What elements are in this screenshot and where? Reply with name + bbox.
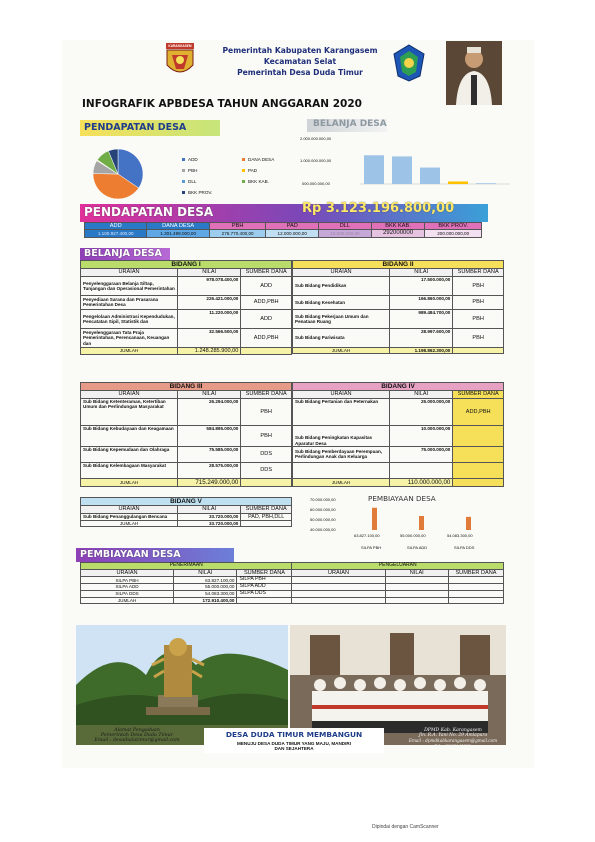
- row-nilai: 54.083.300,00: [174, 591, 237, 598]
- jumlah-value: 110.000.000,00: [390, 478, 453, 486]
- table-row: [81, 328, 292, 347]
- value-dll: 10.000.000,00: [319, 230, 372, 238]
- row-sumber: ADD: [241, 276, 292, 295]
- value-pad: 12.000.000,00: [266, 230, 319, 238]
- row-uraian: SILPA DDS: [81, 591, 174, 598]
- jumlah-row: [81, 521, 292, 527]
- bar-value-silpa-add: 55.000.000,00: [400, 533, 426, 538]
- table-row: [81, 577, 504, 584]
- col-add: ADD: [85, 223, 147, 230]
- legend-item-pbh: [182, 168, 197, 173]
- empty-cell: [448, 584, 503, 591]
- row-uraian: Sub Bidang Kesehatan: [293, 295, 390, 309]
- row-sumber: PBH: [453, 309, 504, 328]
- legend-swatch: [182, 169, 185, 172]
- scanner-note: Dipindai dengan CamScanner: [372, 824, 439, 830]
- row-uraian: SILPA ADD: [81, 584, 174, 591]
- row-sumber: SILPA DDS: [237, 591, 292, 598]
- bali-emblem: [392, 44, 426, 82]
- col-uraian: URAIAN: [293, 269, 390, 276]
- header-line-1: Pemerintah Kabupaten Karangasem: [222, 46, 378, 55]
- legend-swatch: [182, 180, 185, 183]
- row-sumber: ADD,PBH: [241, 295, 292, 309]
- table-row: [81, 309, 292, 328]
- col-sumber: SUMBER DANA: [237, 569, 292, 576]
- row-sumber: DDS: [241, 462, 292, 478]
- bar-cat-silpa-add: SILPA ADD: [407, 545, 428, 550]
- footer-center: [204, 728, 384, 753]
- jumlah-row: [293, 478, 504, 486]
- belanja-bar-4: [448, 181, 468, 184]
- col-uraian: URAIAN: [81, 506, 178, 513]
- bidang-5-title: BIDANG V: [81, 498, 292, 506]
- pendapatan-table-header: [85, 223, 482, 230]
- header-line-2: Kecamatan Selat: [263, 57, 337, 66]
- pembiayaan-bar-chart: [346, 502, 496, 530]
- row-nilai: 63.827.100,00: [174, 577, 237, 584]
- penerimaan-header: PENERIMAAN: [81, 563, 292, 570]
- value-bkk-prov: 200.000.000,00: [425, 230, 482, 238]
- value-add: 1.100.927.400,00: [85, 230, 147, 238]
- logo-text: KARANGASEM: [168, 43, 192, 48]
- belanja-chart-title: BELANJA DESA: [307, 119, 387, 132]
- row-nilai: 33.720.000,00: [178, 513, 241, 520]
- row-sumber: SILPA ADD: [237, 584, 292, 591]
- row-uraian: Penyelenggaraan Belanja Siltap, Tunjangan dan Operasional Pemerintahan: [81, 276, 178, 295]
- table-row: [293, 295, 504, 309]
- col-dana-desa: DANA DESA: [147, 223, 209, 230]
- belanja-bar-3: [420, 168, 440, 184]
- row-uraian: [293, 462, 390, 478]
- jumlah-label: JUMLAH: [81, 598, 174, 604]
- col-bkk-prov: BKK PROV.: [425, 223, 482, 230]
- pembiayaan-tick-70m: 70.000.000,00: [310, 497, 336, 502]
- table-row: [81, 446, 292, 462]
- jumlah-empty: [241, 478, 292, 486]
- infographic-page: [62, 40, 534, 768]
- jumlah-empty: [453, 478, 504, 486]
- footer-right: [398, 728, 508, 748]
- col-dll: DLL: [319, 223, 372, 230]
- belanja-tick-2b: 2.000.000.000,00: [300, 136, 332, 141]
- legend-swatch: [182, 158, 185, 161]
- jumlah-label: JUMLAH: [293, 347, 390, 353]
- col-sumber: SUMBER DANA: [453, 269, 504, 276]
- footer-right-line-2: Jln. R.A. Yani No. 29 Amlapura: [418, 733, 488, 738]
- pendapatan-total: Rp 3.123.196.800,00: [302, 201, 455, 216]
- row-nilai: 28.997.600,00: [390, 328, 453, 347]
- row-uraian: Sub Bidang Peningkatan Kapasitas Aparatur Desa: [293, 425, 390, 446]
- pendapatan-table-values: [85, 230, 482, 238]
- col-nilai: NILAI: [178, 506, 241, 513]
- row-nilai: 75.000.000,00: [390, 446, 453, 462]
- pembiayaan-chart-title: PEMBIAYAAN DESA: [368, 494, 436, 503]
- table-row: [293, 276, 504, 295]
- jumlah-value: 1.198.862.300,00: [390, 347, 453, 353]
- row-sumber: DDS: [241, 446, 292, 462]
- legend-item-dll: [182, 179, 196, 184]
- row-nilai: 584.895.000,00: [178, 425, 241, 446]
- pendapatan-table: [84, 222, 482, 238]
- official-portrait-photo: [446, 41, 502, 105]
- col-bkk-kab: BKK KAB.: [371, 223, 425, 230]
- belanja-band-title: BELANJA DESA: [84, 248, 162, 259]
- row-sumber: PBH: [453, 328, 504, 347]
- pembiayaan-tick-50m: 50.000.000,00: [310, 517, 336, 522]
- jumlah-value: 33.720.000,00: [178, 521, 241, 527]
- pendapatan-pie-chart: [82, 144, 154, 204]
- pengeluaran-header: PENGELUARAN: [292, 563, 504, 570]
- empty-cell: [237, 598, 292, 604]
- bidang-1-title: BIDANG I: [81, 261, 292, 269]
- header-text: [210, 46, 390, 77]
- jumlah-label: JUMLAH: [81, 347, 178, 354]
- row-nilai: 978.078.400,00: [178, 276, 241, 295]
- empty-cell: [292, 598, 385, 604]
- bidang-4-table: [292, 382, 504, 487]
- table-row: [81, 591, 504, 598]
- footer-slogan-line-2: DAN SEJAHTERA: [274, 746, 314, 751]
- jumlah-value: 172.910.400,00: [174, 598, 237, 604]
- legend-item-dana-desa: [242, 157, 274, 162]
- legend-item-bkk-kab: [242, 179, 269, 184]
- row-nilai: 28.575.000,00: [178, 462, 241, 478]
- row-sumber: PAD, PBH,DLL: [241, 513, 292, 520]
- legend-label: ADD: [188, 157, 198, 162]
- jumlah-label: JUMLAH: [81, 478, 178, 486]
- pendapatan-band-title: PENDAPATAN DESA: [84, 205, 214, 219]
- jumlah-value: 1.248.285.900,00: [178, 347, 241, 354]
- row-nilai: 25.000.000,00: [390, 398, 453, 425]
- header-line-3: Pemerintah Desa Duda Timur: [237, 68, 363, 77]
- jumlah-empty: [453, 347, 504, 353]
- legend-label: PAD: [248, 168, 258, 173]
- table-row: [81, 584, 504, 591]
- row-uraian: Pengelolaan Administrasi Kependudukan, Pencatatan Sipil, Statistik dan: [81, 309, 178, 328]
- bidang-3-title: BIDANG III: [81, 383, 292, 391]
- col-uraian: URAIAN: [81, 269, 178, 276]
- row-nilai: 17.500.000,00: [390, 276, 453, 295]
- bar-cat-silpa-dds: SILPA DDS: [454, 545, 475, 550]
- legend-label: BKK PROV.: [188, 190, 213, 195]
- row-nilai: 55.000.000,00: [174, 584, 237, 591]
- table-row: [81, 398, 292, 425]
- row-nilai: 989.484.700,00: [390, 309, 453, 328]
- row-nilai: 10.000.000,00: [390, 425, 453, 446]
- empty-cell: [448, 591, 503, 598]
- row-uraian: Sub Bidang Ketenteraman, Ketertiban Umum dan Perlindungan Masyarakat: [81, 398, 178, 425]
- empty-cell: [292, 584, 385, 591]
- legend-label: BKK KAB.: [248, 179, 269, 184]
- table-row: [293, 309, 504, 328]
- col-uraian-out: URAIAN: [292, 569, 385, 576]
- jumlah-row: [81, 347, 292, 354]
- table-row: [293, 446, 504, 462]
- footer-right-line-4: Telp. (0363) 21170: [434, 743, 472, 748]
- col-pad: PAD: [266, 223, 319, 230]
- col-sumber: SUMBER DANA: [453, 391, 504, 398]
- col-uraian: URAIAN: [81, 391, 178, 398]
- row-nilai: 11.220.000,00: [178, 309, 241, 328]
- jumlah-label: JUMLAH: [293, 478, 390, 486]
- row-uraian: Sub Bidang Pertanian dan Peternakan: [293, 398, 390, 425]
- footer-left-line-3: Email : desadudatimur@gmail.com: [94, 738, 180, 743]
- value-dana-desa: 1.301.499.000,00: [147, 230, 209, 238]
- belanja-bar-1: [364, 155, 384, 184]
- row-sumber: PBH: [453, 276, 504, 295]
- belanja-tick-0: 000.000.000,00: [302, 181, 330, 186]
- col-sumber: SUMBER DANA: [241, 506, 292, 513]
- row-sumber: ADD,PBH: [241, 328, 292, 347]
- row-nilai: 75.585.000,00: [178, 446, 241, 462]
- pendapatan-label: [80, 120, 220, 136]
- row-sumber: [453, 462, 504, 478]
- jumlah-empty: [241, 347, 292, 354]
- col-nilai: NILAI: [390, 391, 453, 398]
- pembiayaan-band-title: PEMBIAYAAN DESA: [80, 549, 181, 560]
- legend-item-pad: [242, 168, 257, 173]
- table-row: [293, 462, 504, 478]
- row-sumber: SILPA PBH: [237, 577, 292, 584]
- empty-cell: [385, 584, 448, 591]
- empty-cell: [385, 598, 448, 604]
- row-uraian: Sub Bidang Pendidikan: [293, 276, 390, 295]
- row-uraian: Sub Bidang Pekerjaan Umum dan Penataan Ruang: [293, 309, 390, 328]
- empty-cell: [385, 577, 448, 584]
- row-uraian: Sub Bidang Kebudayaan dan Keagamaan: [81, 425, 178, 446]
- row-nilai: [390, 462, 453, 478]
- table-row: [81, 513, 292, 520]
- pembiayaan-tick-40m: 40.000.000,00: [310, 527, 336, 532]
- row-sumber: [453, 425, 504, 446]
- belanja-bar-chart: [360, 138, 510, 188]
- row-sumber: PBH: [241, 425, 292, 446]
- empty-cell: [292, 591, 385, 598]
- legend-swatch: [242, 169, 245, 172]
- footer-left-line-1: Alamat Pengaduan: [114, 728, 160, 733]
- col-uraian: URAIAN: [293, 391, 390, 398]
- col-nilai: NILAI: [178, 269, 241, 276]
- jumlah-row: [81, 598, 504, 604]
- table-row: [293, 425, 504, 446]
- col-sumber: SUMBER DANA: [241, 269, 292, 276]
- footer-left-line-2: Pemerintah Desa Duda Timur: [100, 733, 174, 738]
- bar-value-silpa-dds: 54.083.300,00: [447, 533, 473, 538]
- col-sumber: SUMBER DANA: [241, 391, 292, 398]
- row-sumber: PBH: [453, 295, 504, 309]
- bidang-2-table: [292, 260, 504, 354]
- empty-cell: [385, 591, 448, 598]
- legend-label: DANA DESA: [248, 157, 275, 162]
- legend-item-bkk-prov: [182, 190, 212, 195]
- table-row: [81, 462, 292, 478]
- legend-label: DLL: [188, 179, 197, 184]
- value-pbh: 276.770.400,00: [209, 230, 266, 238]
- col-uraian: URAIAN: [81, 569, 174, 576]
- row-uraian: Sub Bidang Kepemudaan dan Olahraga: [81, 446, 178, 462]
- bar-value-silpa-pbh: 63.827.100,00: [354, 533, 380, 538]
- belanja-bar-5: [476, 183, 496, 184]
- table-row: [81, 425, 292, 446]
- row-nilai: 226.421.000,00: [178, 295, 241, 309]
- col-nilai: NILAI: [178, 391, 241, 398]
- jumlah-row: [293, 347, 504, 353]
- table-row: [81, 295, 292, 309]
- belanja-tick-1b: 1.000.000.000,00: [300, 158, 332, 163]
- pendapatan-label-text: PENDAPATAN DESA: [84, 122, 187, 133]
- pembiayaan-tick-60m: 60.000.000,00: [310, 507, 336, 512]
- legend-label: PBH: [188, 168, 198, 173]
- row-sumber: [453, 446, 504, 462]
- pembiayaan-band: [76, 548, 234, 562]
- row-sumber: PBH: [241, 398, 292, 425]
- row-uraian: Sub Bidang Penanggulangan Bencana: [81, 513, 178, 520]
- row-sumber: ADD,PBH: [453, 398, 504, 425]
- footer-right-line-1: DPMD Kab. Karangasem: [424, 728, 482, 733]
- table-row: [293, 398, 504, 425]
- bidang-3-table: [80, 382, 292, 487]
- row-uraian: SILPA PBH: [81, 577, 174, 584]
- col-nilai: NILAI: [390, 269, 453, 276]
- footer-right-line-3: Email : dpmdkabkarangasem@gmail.com: [408, 738, 498, 743]
- row-sumber: ADD: [241, 309, 292, 328]
- pembiayaan-bar-silpa-dds: [466, 517, 471, 530]
- bidang-5-table: [80, 497, 292, 527]
- pembiayaan-bar-silpa-pbh: [372, 508, 377, 530]
- legend-swatch: [242, 158, 245, 161]
- jumlah-row: [81, 478, 292, 486]
- statue-photo: [76, 625, 288, 745]
- bidang-2-title: BIDANG II: [293, 261, 504, 269]
- pembiayaan-bar-silpa-add: [419, 516, 424, 530]
- jumlah-value: 715.249.000,00: [178, 478, 241, 486]
- table-row: [81, 276, 292, 295]
- value-bkk-kab: 292000000: [371, 230, 425, 238]
- row-uraian: Sub Bidang Pemberdayaan Perempuan, Perlindungan Anak dan Keluarga: [293, 446, 390, 462]
- karangasem-logo: [164, 43, 196, 79]
- row-nilai: 166.860.000,00: [390, 295, 453, 309]
- row-uraian: Penyelenggaraan Tata Praja Pemerintahan, Perencanaan, Keuangan dan: [81, 328, 178, 347]
- empty-cell: [448, 577, 503, 584]
- belanja-bar-2: [392, 156, 412, 184]
- pembiayaan-table: [80, 562, 504, 604]
- group-photo: [290, 625, 506, 745]
- row-nilai: 32.566.500,00: [178, 328, 241, 347]
- page-title: INFOGRAFIK APBDESA TAHUN ANGGARAN 2020: [82, 98, 362, 110]
- bidang-4-title: BIDANG IV: [293, 383, 504, 391]
- row-uraian: Sub Bidang Kelembagaan Masyarakat: [81, 462, 178, 478]
- bidang-1-table: [80, 260, 292, 355]
- footer-slogan-line-1: MENUJU DESA DUDA TIMUR YANG MAJU, MANDIRI: [237, 741, 351, 746]
- row-uraian: Sub Bidang Pariwisata: [293, 328, 390, 347]
- empty-cell: [292, 577, 385, 584]
- col-nilai: NILAI: [174, 569, 237, 576]
- footer-slogan-title: DESA DUDA TIMUR MEMBANGUN: [225, 730, 363, 739]
- footer-left: [82, 728, 192, 743]
- legend-swatch: [242, 180, 245, 183]
- row-uraian: Penyediaan Sarana dan Prasarana Pemerintahan Desa: [81, 295, 178, 309]
- table-row: [293, 328, 504, 347]
- row-nilai: 26.294.000,00: [178, 398, 241, 425]
- col-pbh: PBH: [209, 223, 266, 230]
- col-nilai-out: NILAI: [385, 569, 448, 576]
- legend-item-add: [182, 157, 198, 162]
- bar-cat-silpa-pbh: SILPA PBH: [361, 545, 382, 550]
- col-sumber-out: SUMBER DANA: [448, 569, 503, 576]
- jumlah-label: JUMLAH: [81, 521, 178, 527]
- empty-cell: [448, 598, 503, 604]
- jumlah-empty: [241, 521, 292, 527]
- legend-swatch: [182, 191, 185, 194]
